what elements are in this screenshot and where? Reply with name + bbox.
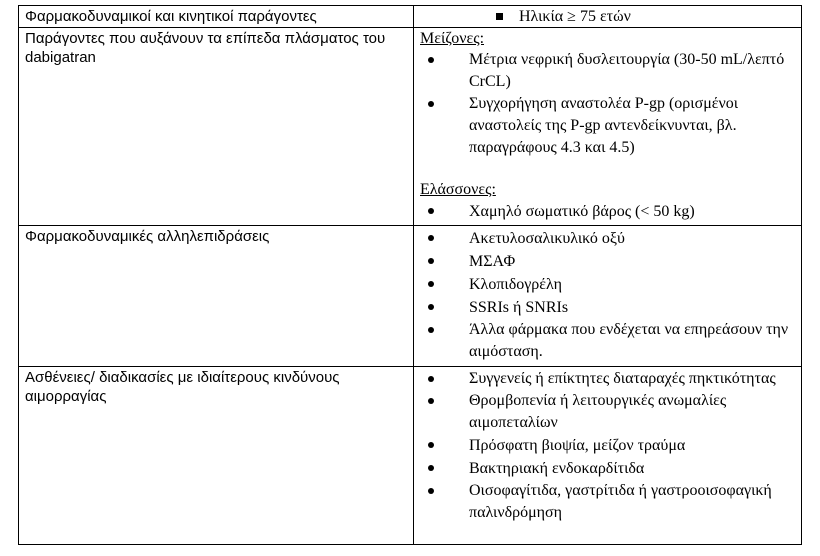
bullet-dot-icon [428,101,434,107]
table-row-pharmacodynamic [19,226,802,367]
bullet-dot-icon [428,398,434,404]
plasma-left-text: Παράγοντες που αυξάνουν τα επίπεδα πλάσματος του dabigatran [25,30,386,66]
disease-left-cell [19,367,414,545]
list-item: Συγχορήγηση αναστολέα P-gp (ορισμένοι αναστολείς της P-gp αντενδείκνυνται, βλ. παραγράφους 4.3 και 4.5) [420,93,795,159]
header-right-text: Ηλικία ≥ 75 ετών [519,8,631,25]
list-item: ΜΣΑΦ [420,250,795,273]
bullet-dot-icon [428,208,434,214]
bullet-dot-icon [428,57,434,63]
major-list [420,49,795,159]
pd-left-cell [19,226,414,367]
list-item: Μέτρια νεφρική δυσλειτουργία (30-50 mL/λεπτό CrCL) [420,49,795,93]
list-item: Πρόσφατη βιοψία, μείζον τραύμα [420,434,795,457]
risk-factors-table [18,5,802,545]
bullet-dot-icon [428,376,434,382]
list-item: Βακτηριακή ενδοκαρδίτιδα [420,457,795,480]
header-left-text: Φαρμακοδυναμικοί και κινητικοί παράγοντες [25,8,317,25]
spacer [420,159,795,180]
header-left-cell [19,6,414,28]
list-item: Θρομβοπενία ή λειτουργικές ανωμαλίες αιμοπεταλίων [420,390,795,434]
list-item: Ακετυλοσαλικυλικό οξύ [420,227,795,250]
bullet-dot-icon [428,465,434,471]
pd-right-cell [414,226,802,367]
square-bullet-icon [496,13,503,20]
table-row-plasma [19,28,802,226]
bullet-dot-icon [428,258,434,264]
table-row-header [19,6,802,28]
disease-list [420,368,795,524]
minor-list [420,200,795,223]
header-right-cell [414,6,802,28]
plasma-left-cell [19,28,414,226]
bullet-dot-icon [428,281,434,287]
minor-heading: Ελάσσονες: [420,181,496,198]
bullet-dot-icon [428,327,434,333]
disease-right-cell [414,367,802,545]
table-row-disease [19,367,802,545]
list-item: SSRIs ή SNRIs [420,296,795,319]
disease-left-text: Ασθένειες/ διαδικασίες με ιδιαίτερους κινδύνους αιμορραγίας [25,369,340,405]
list-item: Χαμηλό σωματικό βάρος (< 50 kg) [420,200,795,223]
bullet-dot-icon [428,304,434,310]
list-item: Οισοφαγίτιδα, γαστρίτιδα ή γαστροοισοφαγική παλινδρόμηση [420,480,795,524]
bullet-dot-icon [428,235,434,241]
major-heading: Μείζονες: [420,30,485,47]
pd-left-text: Φαρμακοδυναμικές αλληλεπιδράσεις [25,228,270,245]
list-item: Άλλα φάρμακα που ενδέχεται να επηρεάσουν την αιμόσταση. [420,319,795,363]
list-item: Κλοπιδογρέλη [420,273,795,296]
pd-list [420,227,795,363]
list-item: Συγγενείς ή επίκτητες διαταραχές πηκτικότητας [420,368,795,390]
bullet-dot-icon [428,442,434,448]
bullet-dot-icon [428,488,434,494]
plasma-right-cell [414,28,802,226]
